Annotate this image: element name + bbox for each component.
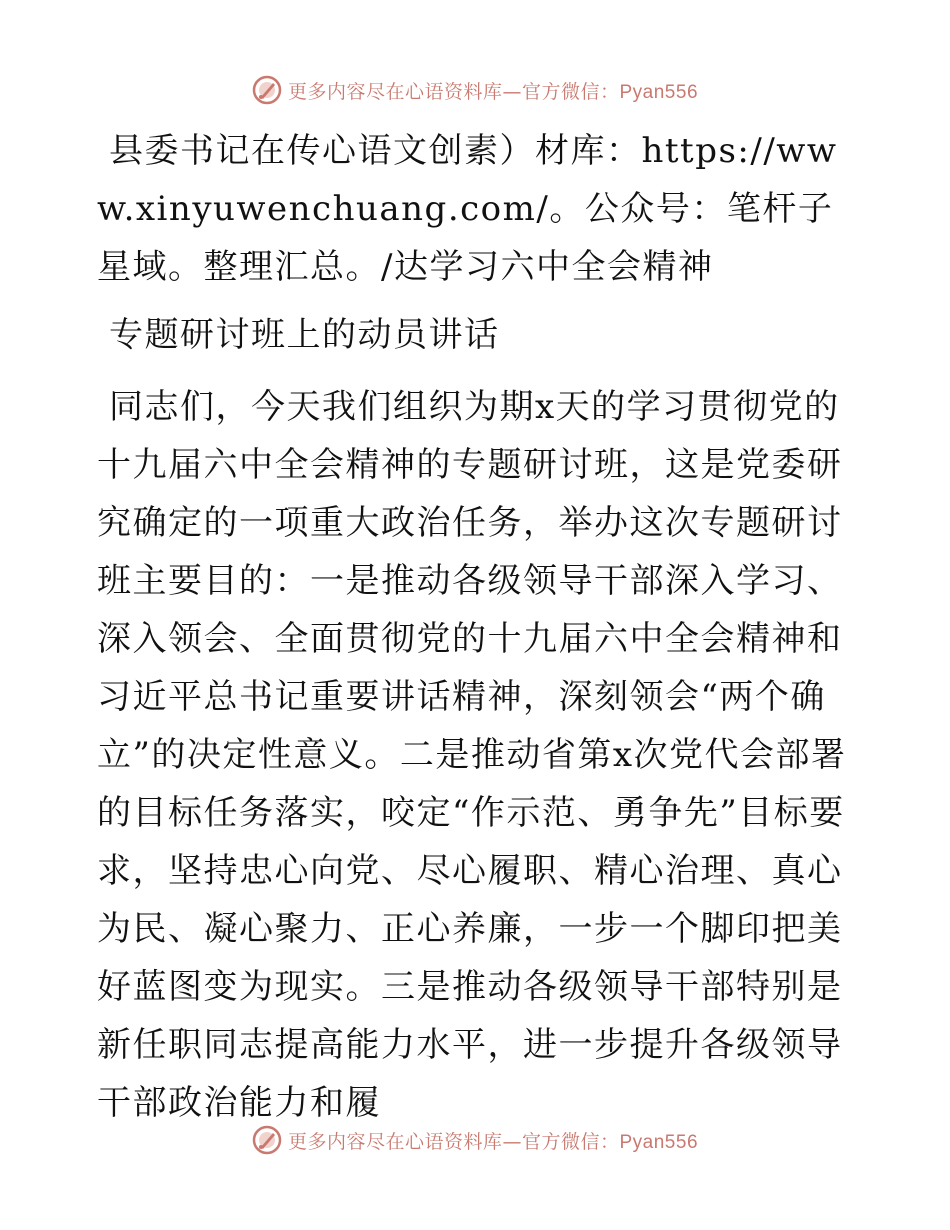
quill-logo-icon: [252, 1125, 282, 1155]
quill-logo-icon: [252, 75, 282, 105]
watermark-wechat-id: Pyan556: [619, 1131, 699, 1153]
watermark-text: [288, 77, 698, 104]
document-subtitle: 专题研讨班上的动员讲话: [109, 315, 500, 355]
watermark-separator: —: [502, 80, 522, 103]
watermark-text: [288, 1127, 698, 1154]
watermark-wechat-label: 官方微信：: [521, 80, 620, 103]
watermark-main-text: 更多内容尽在心语资料库: [287, 80, 503, 103]
document-header-line: 县委书记在传心语文创素）材库：https://www.xinyuwenchuang.com/。公众号：笔杆子星域。整理汇总。/达学习六中全会精神: [97, 131, 838, 287]
top-watermark: [0, 72, 950, 108]
bottom-watermark: [0, 1122, 950, 1158]
watermark-separator: —: [502, 1130, 522, 1153]
document-body-paragraph: 同志们，今天我们组织为期x天的学习贯彻党的十九届六中全会精神的专题研讨班，这是党委研究确定的一项重大政治任务，举办这次专题研讨班主要目的：一是推动各级领导干部深入学习、深入领会、全面贯彻党的十九届六中全会精神和习近平总书记重要讲话精神，深刻领会“两个确立”的决定性意义。二是推动省第x次党代会部署的目标任务落实，咬定“作示范、勇争先”目标要求，坚持忠心向党、尽心履职、精心治理、真心为民、凝心聚力、正心养廉，一步一个脚印把美好蓝图变为现实。三是推动各级领导干部特别是新任职同志提高能力水平，进一步提升各级领导干部政治能力和履: [97, 387, 847, 1123]
watermark-wechat-id: Pyan556: [619, 81, 699, 103]
document-content: [97, 122, 857, 1132]
watermark-wechat-label: 官方微信：: [521, 1130, 620, 1153]
watermark-main-text: 更多内容尽在心语资料库: [287, 1130, 503, 1153]
